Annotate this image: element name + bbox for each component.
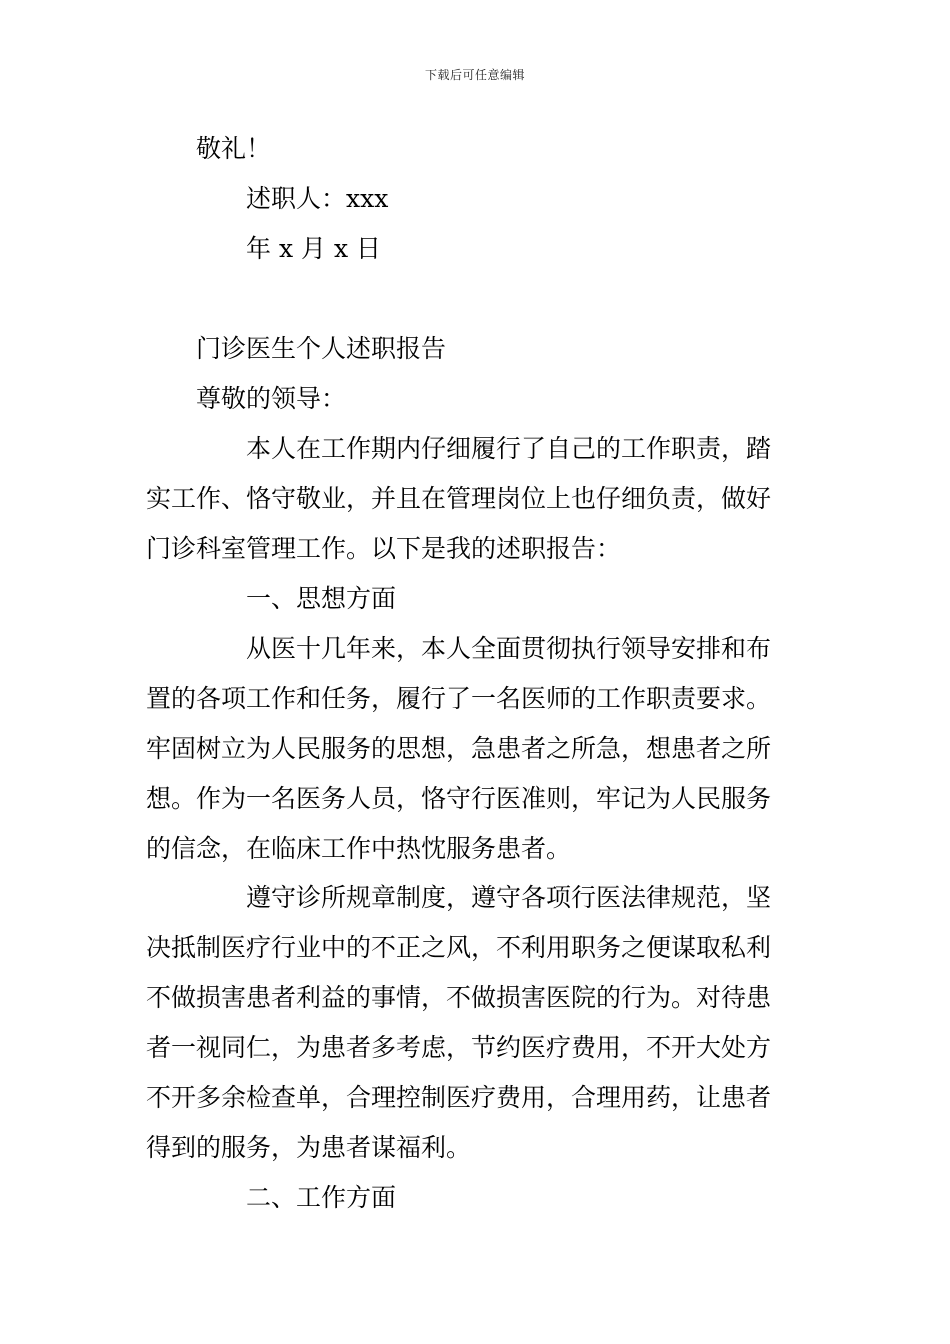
section-heading: 一、思想方面: [246, 584, 397, 613]
paragraph-line: 门诊科室管理工作。以下是我的述职报告：: [146, 534, 622, 563]
paragraph-line: 置的各项工作和任务，履行了一名医师的工作职责要求。: [146, 684, 772, 713]
paragraph-line: 牢固树立为人民服务的思想，急患者之所急，想患者之所: [146, 734, 772, 763]
paragraph-line: 本人在工作期内仔细履行了自己的工作职责，踏: [246, 434, 772, 463]
paragraph-line: 不做损害患者利益的事情，不做损害医院的行为。对待患: [146, 983, 772, 1012]
paragraph-line: 不开多余检查单，合理控制医疗费用，合理用药，让患者: [146, 1083, 772, 1112]
paragraph-line: 遵守诊所规章制度，遵守各项行医法律规范，坚: [246, 883, 772, 912]
reporter-signature: 述职人：xxx: [246, 184, 389, 213]
report-date: 年 x 月 x 日: [246, 234, 381, 263]
paragraph-line: 的信念，在临床工作中热忱服务患者。: [146, 834, 572, 863]
paragraph-line: 想。作为一名医务人员，恪守行医准则，牢记为人民服务: [146, 784, 772, 813]
report-greeting: 尊敬的领导：: [196, 384, 347, 413]
header-note: 下载后可任意编辑: [424, 68, 525, 82]
report-title: 门诊医生个人述职报告: [196, 334, 447, 363]
section-heading: 二、工作方面: [246, 1183, 397, 1212]
closing-salute: 敬礼！: [196, 134, 272, 163]
paragraph-line: 决抵制医疗行业中的不正之风，不利用职务之便谋取私利: [146, 933, 772, 962]
paragraph-line: 从医十几年来，本人全面贯彻执行领导安排和布: [246, 634, 772, 663]
paragraph-line: 得到的服务，为患者谋福利。: [146, 1133, 472, 1162]
paragraph-line: 者一视同仁，为患者多考虑，节约医疗费用，不开大处方: [146, 1033, 772, 1062]
paragraph-line: 实工作、恪守敬业，并且在管理岗位上也仔细负责，做好: [146, 484, 772, 513]
